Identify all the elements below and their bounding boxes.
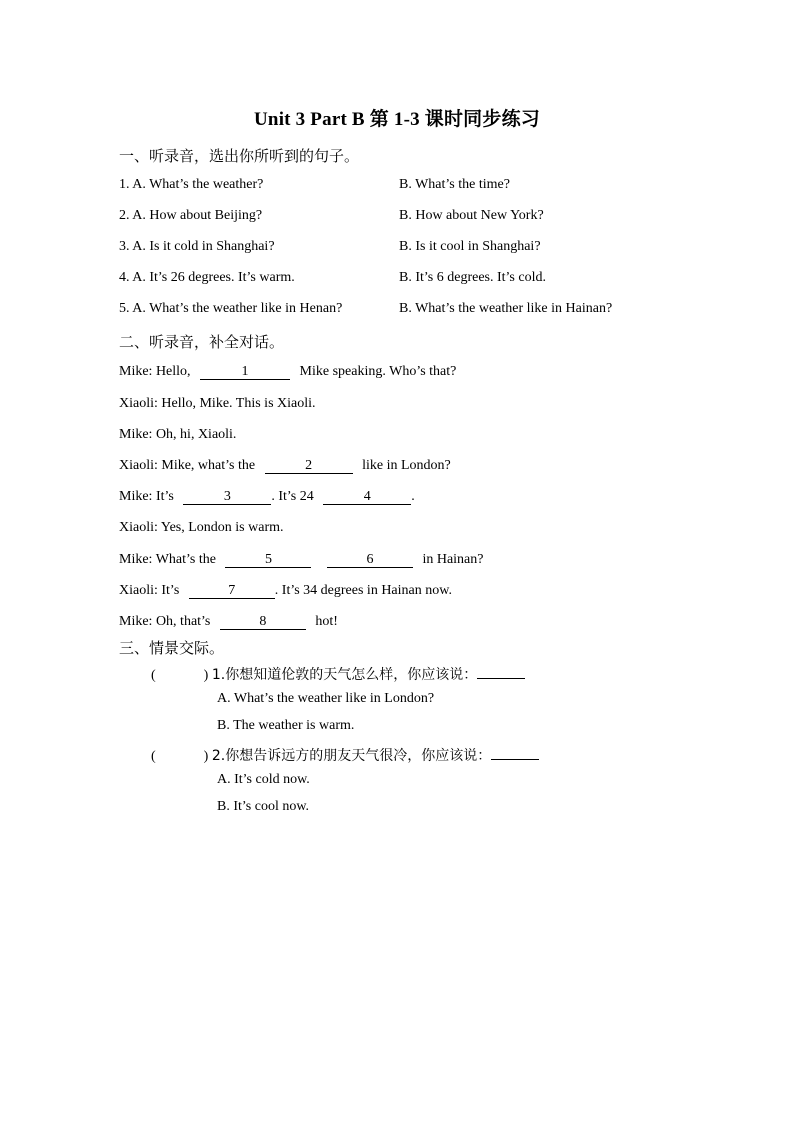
listening-option-1b: B. What’s the time? [399,177,510,192]
question-1-option-a: A. What’s the weather like in London? [217,691,435,706]
situation-question-2 [151,745,539,765]
fill-blank-3[interactable]: 3 [183,489,271,505]
question-text: 2.你想告诉远方的朋友天气很冷，你应该说： [211,748,492,764]
dialogue-line-6: Xiaoli: Yes, London is warm. [119,520,284,535]
listening-option-2b: B. How about New York? [399,208,544,223]
dialogue-text: in Hainan? [422,552,484,567]
dialogue-text: hot! [315,614,338,629]
page-title: Unit 3 Part B 第 1-3 课时同步练习 [254,109,540,130]
dialogue-text: Mike: Oh, that’s [119,614,211,629]
question-text: 1.你想知道伦敦的天气怎么样，你应该说： [211,667,478,683]
answer-blank[interactable] [477,664,525,679]
fill-blank-5[interactable]: 5 [225,552,311,568]
answer-paren-close: ) [203,668,209,683]
dialogue-text: like in London? [362,458,451,473]
dialogue-line-4 [119,458,451,474]
question-2-option-b: B. It’s cool now. [217,799,310,814]
dialogue-text: Mike: It’s [119,489,174,504]
answer-paren-open: ( [151,749,156,764]
dialogue-line-2: Xiaoli: Hello, Mike. This is Xiaoli. [119,396,316,411]
listening-option-3b: B. Is it cool in Shanghai? [399,239,541,254]
dialogue-text: Mike: Hello, [119,364,191,379]
dialogue-text: . It’s 24 [271,489,314,504]
section-2-heading: 二、听录音，补全对话。 [119,333,285,351]
situation-question-1 [151,664,525,684]
dialogue-text: Mike speaking. Who’s that? [299,364,457,379]
dialogue-text: . It’s 34 degrees in Hainan now. [274,583,452,598]
dialogue-text: Xiaoli: Mike, what’s the [119,458,256,473]
question-2-option-a: A. It’s cold now. [217,772,310,787]
answer-paren-open: ( [151,668,156,683]
fill-blank-2[interactable]: 2 [265,458,353,474]
section-3-heading: 三、情景交际。 [119,639,225,657]
dialogue-line-7 [119,552,483,568]
fill-blank-4[interactable]: 4 [323,489,411,505]
listening-option-4a: 4. A. It’s 26 degrees. It’s warm. [119,270,295,285]
listening-option-2a: 2. A. How about Beijing? [119,208,263,223]
dialogue-line-1 [119,364,456,380]
question-1-option-b: B. The weather is warm. [217,718,355,733]
dialogue-text: Xiaoli: It’s [119,583,180,598]
fill-blank-6[interactable]: 6 [327,552,413,568]
fill-blank-7[interactable]: 7 [189,583,275,599]
dialogue-text: Mike: What’s the [119,552,216,567]
listening-option-5b: B. What’s the weather like in Hainan? [399,301,613,316]
dialogue-line-9 [119,614,338,630]
listening-option-3a: 3. A. Is it cold in Shanghai? [119,239,275,254]
listening-option-1a: 1. A. What’s the weather? [119,177,264,192]
fill-blank-8[interactable]: 8 [220,614,306,630]
dialogue-line-8 [119,583,452,599]
listening-option-5a: 5. A. What’s the weather like in Henan? [119,301,343,316]
section-1-heading: 一、听录音，选出你所听到的句子。 [119,147,360,165]
dialogue-text: . [411,489,415,504]
answer-blank[interactable] [491,745,539,760]
dialogue-line-5 [119,489,415,505]
listening-option-4b: B. It’s 6 degrees. It’s cold. [399,270,546,285]
fill-blank-1[interactable]: 1 [200,364,290,380]
answer-paren-close: ) [203,749,209,764]
dialogue-line-3: Mike: Oh, hi, Xiaoli. [119,427,237,442]
